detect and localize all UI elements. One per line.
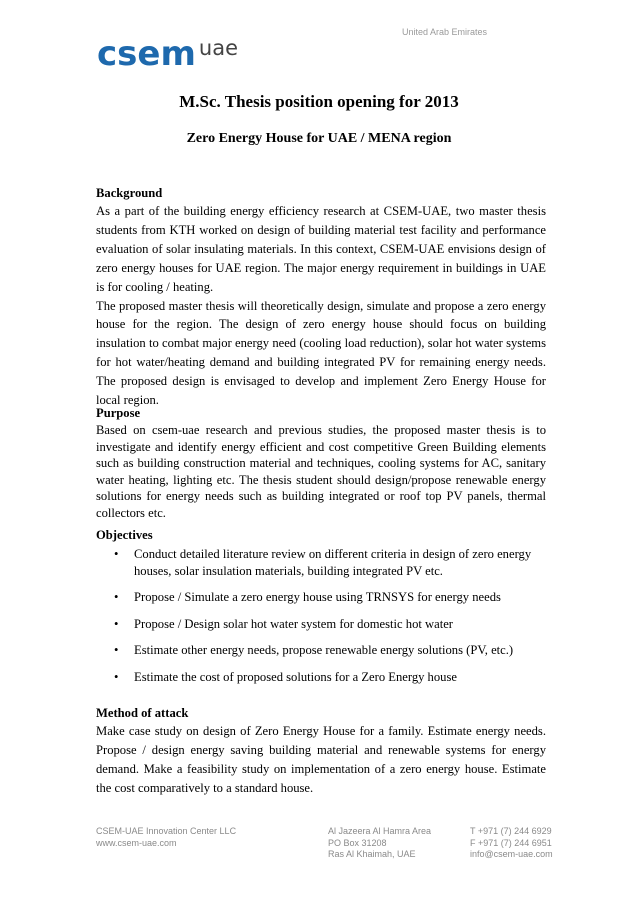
purpose-heading: Purpose: [96, 406, 141, 420]
list-item: [96, 642, 546, 659]
objective-text: Estimate the cost of proposed solutions for a Zero Energy house: [134, 669, 457, 684]
background-paragraph-1: As a part of the building energy efficiency research at CSEM-UAE, two master thesis students from KTH worked on design of building material test facility and performance evaluation of solar insulating materials. In this context, CSEM-UAE envisions design of zero energy houses for UAE region. The major energy requirement in buildings in UAE is for cooling / heating.: [96, 204, 546, 294]
list-item: [96, 616, 546, 633]
footer-address: [328, 826, 431, 861]
purpose-paragraph: Based on csem-uae research and previous studies, the proposed master thesis is to investigate and identify energy efficient and cost competitive Green Building elements such as building construction material and techniques, cooling systems for AC, sanitary water heating, lighting etc. The thesis student should design/propose renewable energy solutions for energy needs such as building integrated or roof top PV panels, thermal collectors etc.: [96, 423, 546, 520]
objectives-heading: Objectives: [96, 528, 153, 542]
bullet-icon: •: [114, 616, 119, 631]
document-subtitle: Zero Energy House for UAE / MENA region: [186, 131, 452, 146]
method-heading: Method of attack: [96, 706, 189, 720]
bullet-icon: •: [114, 590, 119, 604]
footer-address-line-1: Al Jazeera Al Hamra Area: [328, 826, 432, 836]
document-title: M.Sc. Thesis position opening for 2013: [179, 92, 459, 111]
footer-contact: [470, 826, 553, 861]
objectives-section: [96, 526, 546, 695]
csem-uae-logo: [97, 34, 238, 74]
objective-text: Propose / Simulate a zero energy house using TRNSYS for energy needs: [134, 590, 501, 604]
method-paragraph: Make case study on design of Zero Energy House for a family. Estimate energy needs. Propose / design energy saving building material and renewable systems for energy demand. Make a feasibility study on implementation of a zero energy house. Estimate the cost comparatively to a standard house.: [96, 724, 546, 795]
footer-company: [96, 826, 236, 849]
footer-phone: T +971 (7) 244 6929: [470, 826, 552, 836]
background-section: [96, 184, 546, 410]
footer-email-link[interactable]: info@csem-uae.com: [470, 849, 553, 859]
logo-main-text: csem: [97, 34, 196, 74]
list-item: [96, 669, 546, 686]
objective-text: Propose / Design solar hot water system for domestic hot water: [134, 616, 453, 631]
list-item: [96, 546, 546, 579]
method-section: [96, 704, 546, 798]
objective-text: Estimate other energy needs, propose renewable energy solutions (PV, etc.): [134, 643, 514, 657]
footer-fax: F +971 (7) 244 6951: [470, 837, 552, 848]
bullet-icon: •: [114, 669, 119, 684]
footer-company-name: CSEM-UAE Innovation Center LLC: [96, 826, 237, 836]
logo-sub-text: uae: [198, 36, 238, 60]
bullet-icon: •: [114, 643, 119, 657]
list-item: [96, 589, 546, 606]
objectives-list: [96, 546, 546, 685]
purpose-section: [96, 404, 546, 522]
objective-text: Conduct detailed literature review on different criteria in design of zero energy houses, solar insulation materials, building integrated PV etc.: [134, 547, 532, 578]
header-country: United Arab Emirates: [402, 27, 488, 37]
footer-website-link[interactable]: www.csem-uae.com: [96, 837, 177, 848]
bullet-icon: •: [114, 547, 119, 561]
footer-address-line-2: PO Box 31208: [328, 837, 387, 848]
footer-address-line-3: Ras Al Khaimah, UAE: [328, 849, 416, 859]
background-heading: Background: [96, 186, 163, 200]
background-paragraph-2: The proposed master thesis will theoretically design, simulate and propose a zero energy house for the region. The design of zero energy house should focus on building insulation to combat major energy need (cooling load reduction), solar hot water systems for hot water/heating demand and building integrated PV for remaining energy needs. The proposed design is envisaged to develop and implement Zero Energy House for local region.: [96, 298, 546, 408]
